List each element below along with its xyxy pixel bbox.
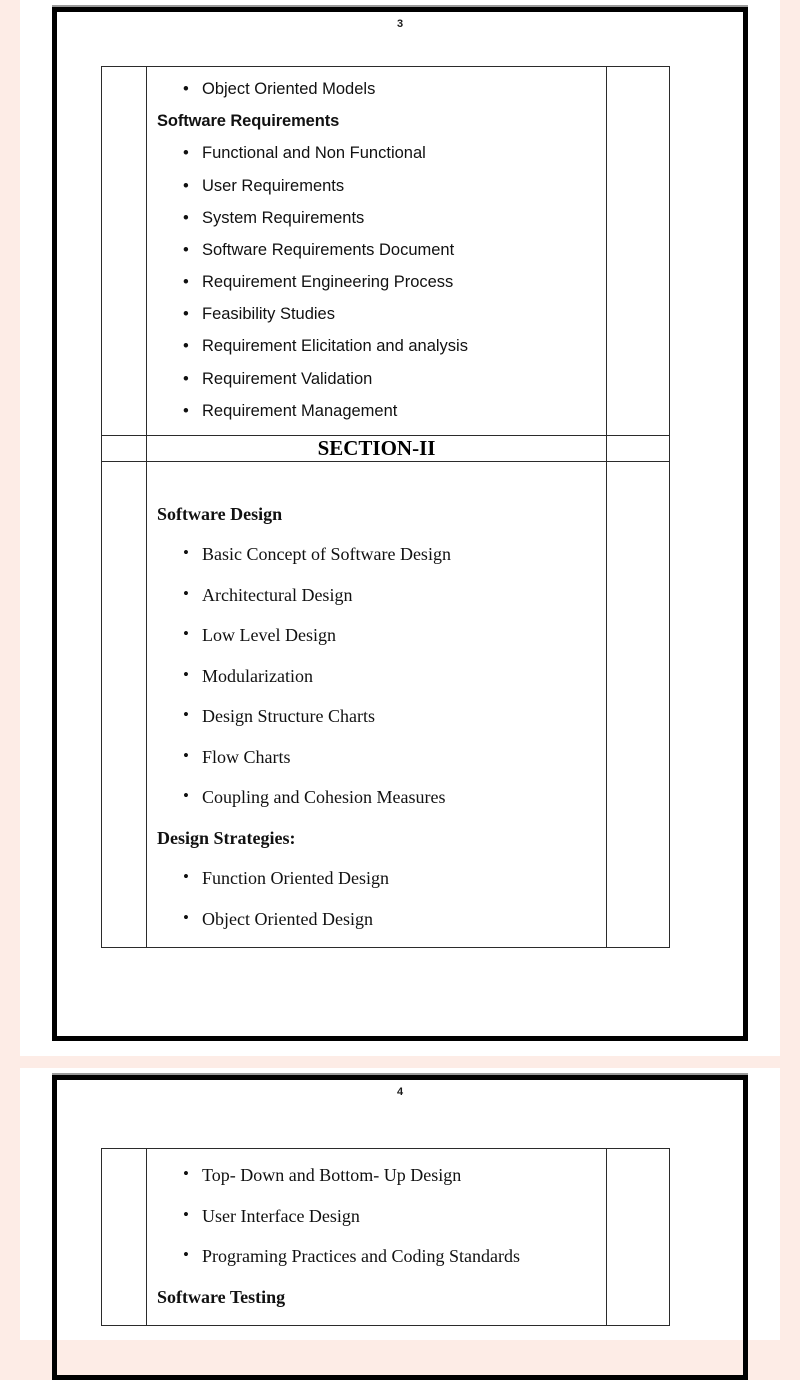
list-item: • System Requirements (157, 202, 596, 234)
list-item: • Programing Practices and Coding Standards (157, 1236, 596, 1277)
bullet-list (157, 73, 596, 105)
row-left-cell (102, 435, 147, 461)
bullet-list (157, 1155, 596, 1277)
block-heading: Software Design (157, 503, 283, 524)
row-left-cell (102, 1149, 147, 1326)
list-item: • Flow Charts (157, 737, 596, 778)
block-heading: Software Testing (157, 1286, 286, 1307)
cell-spacer (157, 468, 596, 494)
page-number: 4 (396, 1086, 404, 1098)
list-item: • User Requirements (157, 170, 596, 202)
row-left-cell (102, 461, 147, 948)
table-row (102, 461, 670, 948)
row-left-cell (102, 67, 147, 436)
block-heading: Software Requirements (157, 112, 340, 131)
table-row-section (102, 435, 670, 461)
syllabus-table (101, 1148, 670, 1326)
table-row (102, 67, 670, 436)
list-item: • Requirement Engineering Process (157, 266, 596, 298)
document-page (20, 0, 780, 1056)
row-right-cell (607, 461, 670, 948)
row-right-cell (607, 1149, 670, 1326)
list-item: • Coupling and Cohesion Measures (157, 777, 596, 818)
list-item: • Basic Concept of Software Design (157, 534, 596, 575)
list-item: • Top- Down and Bottom- Up Design (157, 1155, 596, 1196)
bullet-list (157, 137, 596, 427)
list-item: • Object Oriented Design (157, 899, 596, 940)
row-right-cell (607, 435, 670, 461)
list-item: • Feasibility Studies (157, 298, 596, 330)
bullet-list (157, 858, 596, 939)
row-content-cell (147, 461, 607, 948)
list-item: • Low Level Design (157, 615, 596, 656)
row-content-cell (147, 67, 607, 436)
list-item: • Object Oriented Models (157, 73, 596, 105)
row-right-cell (607, 67, 670, 436)
syllabus-table (101, 66, 670, 948)
list-item: • Functional and Non Functional (157, 137, 596, 169)
list-item: • Requirement Management (157, 395, 596, 427)
page-number: 3 (396, 18, 404, 30)
list-item: • User Interface Design (157, 1196, 596, 1237)
list-item: • Software Requirements Document (157, 234, 596, 266)
document-page (20, 1068, 780, 1340)
list-item: • Function Oriented Design (157, 858, 596, 899)
list-item: • Modularization (157, 656, 596, 697)
block-heading: Design Strategies: (157, 827, 296, 848)
bullet-list (157, 534, 596, 818)
list-item: • Requirement Elicitation and analysis (157, 330, 596, 362)
list-item: • Architectural Design (157, 575, 596, 616)
list-item: • Design Structure Charts (157, 696, 596, 737)
row-content-cell (147, 1149, 607, 1326)
list-item: • Requirement Validation (157, 363, 596, 395)
table-row (102, 1149, 670, 1326)
section-heading: SECTION-II (147, 435, 607, 461)
page-separator (0, 1056, 800, 1068)
